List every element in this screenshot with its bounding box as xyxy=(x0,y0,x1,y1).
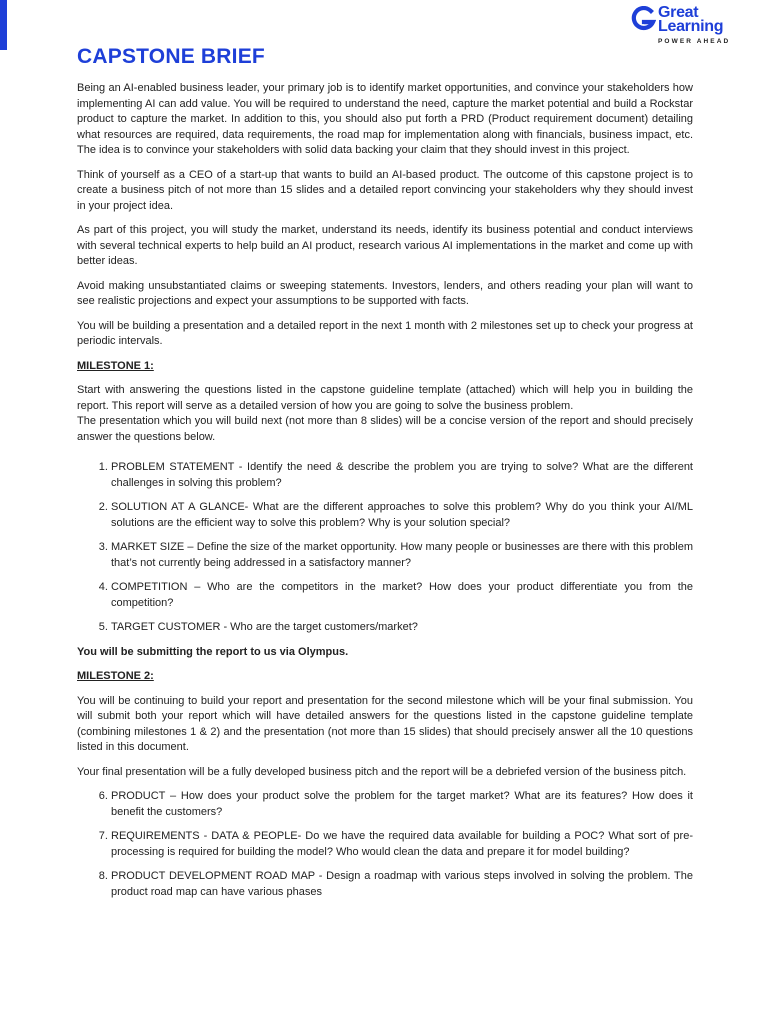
intro-paragraph: Think of yourself as a CEO of a start-up that wants to build an AI-based product. The outcome of this capstone project is to create a business pitch of not more than 15 slides and a detailed report convincing your stakeholders why they should invest in your project idea. xyxy=(77,168,693,212)
list-item: 2. SOLUTION AT A GLANCE- What are the different approaches to solve this problem? Why do you think your AI/ML solutions are the efficient way to solve this problem? Why is your solution special? xyxy=(111,500,693,531)
milestone-2-heading: MILESTONE 2: xyxy=(77,670,154,682)
milestone-1-paragraph: The presentation which you will build next (not more than 8 slides) will be a concise version of the report and should precisely answer the questions below. xyxy=(77,415,693,443)
page-title: CAPSTONE BRIEF xyxy=(77,45,265,68)
milestone-2-paragraph: You will be continuing to build your report and presentation for the second milestone which will be your final submission. You will submit both your report which will have detailed answers for the questions listed in the capstone guideline template (combining milestones 1 & 2) and the presentation (not more than 15 slides) that should precisely answer all the 10 questions listed in this document. xyxy=(77,694,693,753)
list-item: 3. MARKET SIZE – Define the size of the market opportunity. How many people or businesses are there with this problem that’s not currently being addressed in a satisfactory manner? xyxy=(111,540,693,571)
intro-paragraph: As part of this project, you will study the market, understand its needs, identify its business potential and conduct interviews with several technical experts to help build an AI product, research various AI implementations in the market and come up with better ideas. xyxy=(77,224,693,267)
intro-paragraph: Being an AI-enabled business leader, your primary job is to identify market opportunities, and convince your stakeholders how implementing AI can add value. You will be required to understand the need, capture the market potential and build a Rockstar product to capture the market. In addition to this, you should also put forth a PRD (Product requirement document) detailing what resources are required, data requirements, the road map for implementation along with financials, business impact, etc. The idea is to convince your stakeholders with solid data backing your claim that they should invest in this project. xyxy=(77,82,693,156)
milestone-1-paragraph: Start with answering the questions listed in the capstone guideline template (attached) which will help you in building the report. This report will serve as a detailed version of how you are going to solve the business problem. xyxy=(77,384,693,412)
list-item: 1. PROBLEM STATEMENT - Identify the need & describe the problem you are trying to solve? What are the different challenges in solving this problem? xyxy=(111,460,693,491)
milestone-2-paragraph: Your final presentation will be a fully developed business pitch and the report will be a debriefed version of the business pitch. xyxy=(77,765,687,778)
milestone-1-heading: MILESTONE 1: xyxy=(77,359,154,372)
page-edge-accent-bar xyxy=(0,0,7,50)
logo-name-line2: Learning xyxy=(658,18,724,35)
logo-name-line1: Great xyxy=(658,4,699,21)
intro-paragraph: Avoid making unsubstantiated claims or sweeping statements. Investors, lenders, and others reading your plan will want to see realistic projections and expect your assumptions to be supported with facts. xyxy=(77,279,693,307)
submission-note: You will be submitting the report to us via Olympus. xyxy=(77,645,349,658)
intro-paragraph: You will be building a presentation and a detailed report in the next 1 month with 2 milestones set up to check your progress at periodic intervals. xyxy=(77,319,693,347)
milestone-1-question-list xyxy=(77,460,693,636)
milestone-2-question-list xyxy=(77,789,693,900)
list-item: 5. TARGET CUSTOMER - Who are the target customers/market? xyxy=(111,620,693,636)
logo-tagline: POWER AHEAD xyxy=(658,38,731,45)
document-body xyxy=(77,40,693,909)
list-item: 8. PRODUCT DEVELOPMENT ROAD MAP - Design a roadmap with various steps involved in solving the problem. The product road map can have various phases xyxy=(111,869,693,900)
list-item: 6. PRODUCT – How does your product solve the problem for the target market? What are its features? How does it benefit the customers? xyxy=(111,789,693,820)
list-item: 7. REQUIREMENTS - DATA & PEOPLE- Do we have the required data available for building a POC? What sort of pre-processing is required for building the model? Who would clean the data and prepare it for model building? xyxy=(111,829,693,860)
list-item: 4. COMPETITION – Who are the competitors in the market? How does your product differentiate you from the competition? xyxy=(111,580,693,611)
great-learning-g-icon xyxy=(630,6,656,34)
